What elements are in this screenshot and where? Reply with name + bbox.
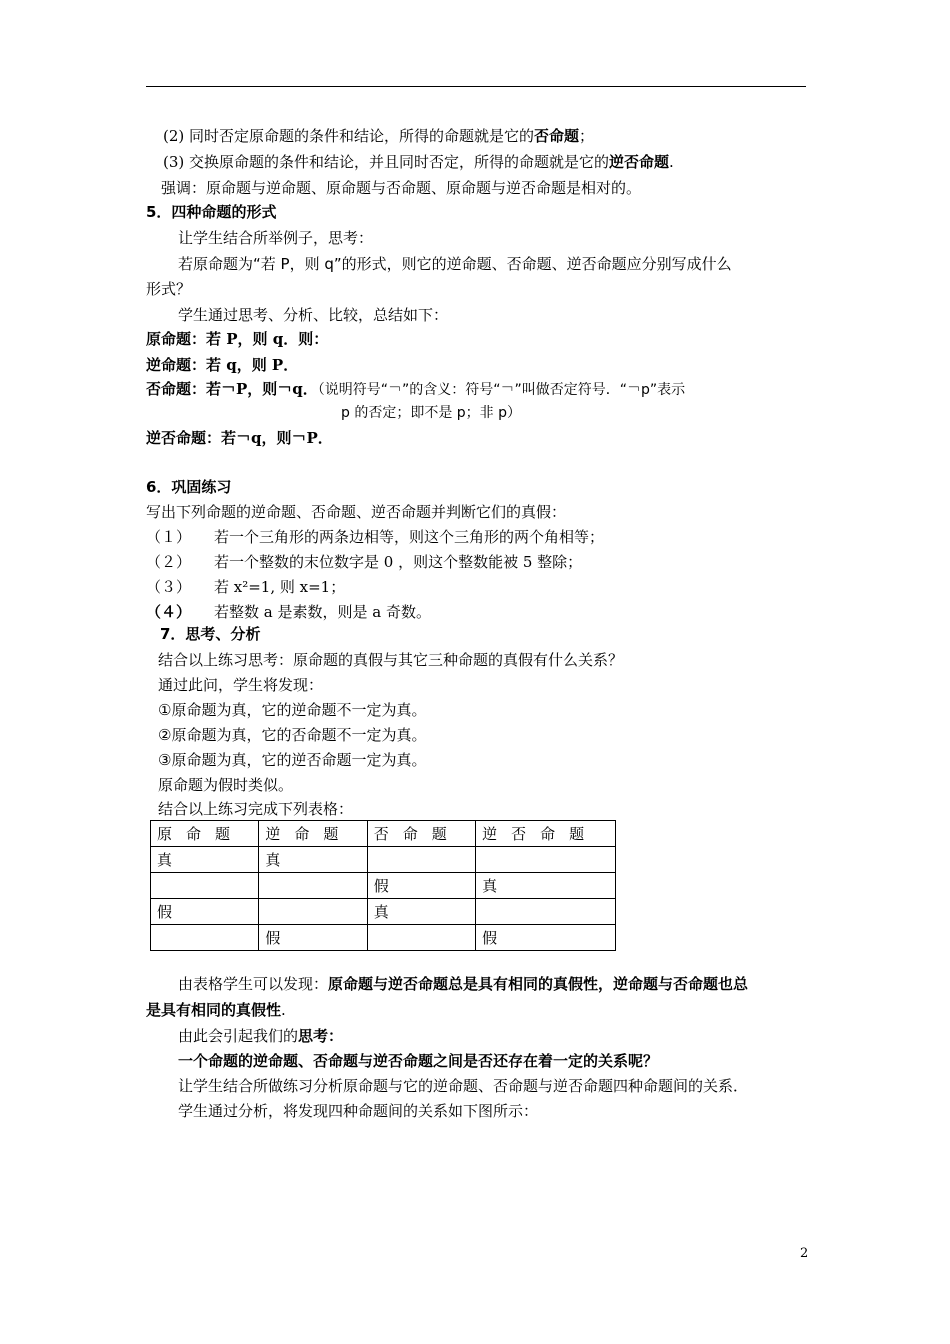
conclusion-line-1: 由表格学生可以发现：原命题与逆否命题总是具有相同的真假性，逆命题与否命题也总 [178,975,749,993]
section5-p2: 若原命题为“若 P，则 q”的形式，则它的逆命题、否命题、逆否命题应分别写成什么 [178,255,732,273]
inverse-proposition: 否命题：若￢P，则￢q．（说明符号“￢”的含义：符号“￢”叫做否定符号．“￢p”表示 [146,380,686,398]
finding-2: ②原命题为真，它的否命题不一定为真。 [158,726,427,744]
table-cell: 真 [259,847,367,873]
finding-1: ①原命题为真，它的逆命题不一定为真。 [158,701,427,719]
table-header-cell: 逆否命题 [476,821,616,847]
emphasis-line: 强调：原命题与逆命题、原命题与否命题、原命题与逆否命题是相对的。 [161,179,642,197]
table-header-cell: 逆命题 [259,821,367,847]
table-cell [476,899,616,925]
original-proposition: 原命题：若 P，则 q．则： [146,330,329,348]
table-cell: 假 [259,925,367,951]
exercise-item: （４） 若整数 a 是素数，则是 a 奇数。 [146,603,431,621]
table-cell [151,925,259,951]
line-contrapositive-definition: (3) 交换原命题的条件和结论，并且同时否定，所得的命题就是它的逆否命题. [163,153,674,171]
table-row [151,925,616,951]
table-cell [367,925,475,951]
section7-question: 结合以上练习思考：原命题的真假与其它三种命题的真假有什么关系？ [158,651,624,669]
table-cell [367,847,475,873]
conclusion-line-5: 让学生结合所做练习分析原命题与它的逆命题、否命题与逆否命题四种命题间的关系． [178,1077,749,1095]
contrapositive-proposition: 逆否命题：若￢q，则￢P． [146,429,333,447]
conclusion-line-6: 学生通过分析，将发现四种命题间的关系如下图所示： [178,1102,539,1120]
table-cell: 假 [367,873,475,899]
section7-heading: 7．思考、分析 [160,625,261,643]
table-cell: 真 [476,873,616,899]
section5-p3: 学生通过思考、分析、比较，总结如下： [178,306,449,324]
page-number: 2 [800,1246,809,1261]
table-header-cell: 否命题 [367,821,475,847]
table-row [151,873,616,899]
table-cell [151,873,259,899]
finding-false-similar: 原命题为假时类似。 [158,776,294,794]
table-cell: 假 [151,899,259,925]
header-rule [146,86,806,87]
truth-table [150,820,616,951]
table-row [151,847,616,873]
converse-proposition: 逆命题：若 q，则 P． [146,356,299,374]
table-cell [476,847,616,873]
exercise-item: （２） 若一个整数的末位数字是 0 ，则这个整数能被 5 整除； [146,553,583,571]
section5-p2b: 形式？ [146,280,192,298]
table-cell: 真 [151,847,259,873]
negation-note: p 的否定；即不是 p；非 p） [341,405,522,421]
line-inverse-definition: (2) 同时否定原命题的条件和结论，所得的命题就是它的否命题； [163,127,595,145]
table-cell [259,873,367,899]
conclusion-line-3: 由此会引起我们的思考： [178,1027,344,1045]
table-cell [259,899,367,925]
section6-heading: 6．巩固练习 [146,478,232,496]
conclusion-question: 一个命题的逆命题、否命题与逆否命题之间是否还存在着一定的关系呢？ [178,1052,659,1070]
table-cell: 假 [476,925,616,951]
finding-3: ③原命题为真，它的逆否命题一定为真。 [158,751,427,769]
table-row [151,899,616,925]
section5-heading: 5．四种命题的形式 [146,203,277,221]
section5-p1: 让学生结合所举例子，思考： [178,229,374,247]
section6-intro: 写出下列命题的逆命题、否命题、逆否命题并判断它们的真假： [146,503,567,521]
table-instruction: 结合以上练习完成下列表格： [158,800,354,818]
conclusion-line-2: 是具有相同的真假性. [146,1001,286,1019]
table-header-cell: 原命题 [151,821,259,847]
table-header-row [151,821,616,847]
exercise-item: （１） 若一个三角形的两条边相等，则这个三角形的两个角相等； [146,528,605,546]
section7-p1: 通过此问，学生将发现： [158,676,324,694]
exercise-item: （３） 若 x²=1, 则 x=1； [146,578,346,596]
table-cell: 真 [367,899,475,925]
